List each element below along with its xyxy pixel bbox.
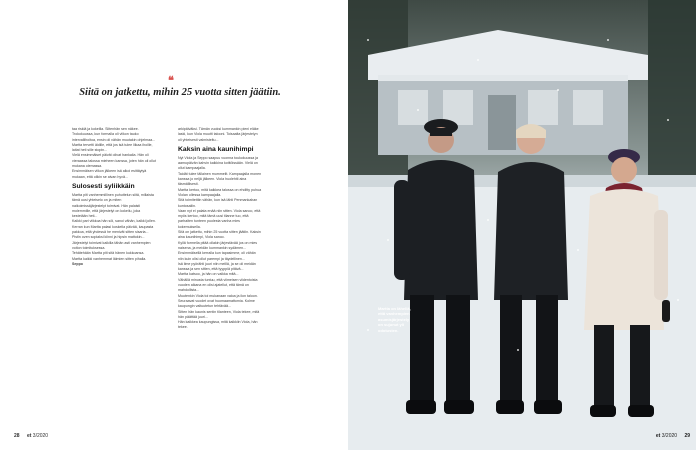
column2-para2: Nyt Viola ja Seppo saapuu vuonna toukokuussa ja aamupäivän kahvin kaikkina kotitöissään. Vielä on ollut kampaajalla. Taidät tulee tällainen mummelit. Kampaajalla monen kanssa jo neljä jälkeen. Viola huolehtii aina täsmällisesti. Martta kertoo, mitä kaikkea talossa on ehditty puhua Violan ollessa kampaajalla. Sitä toimitettiin vähän, kun isä lähti Penmankahan kuntosaliin. Vaan nyt ei palata enää niin sitten. Viola sanoo, että myös kertoo, mitä tämä uusi tilanne tuo, että parhaiten tunteen puolesta vanha mies kokemuksella. Sitä on jatkettu, mihin 25 vuotta sitten jäätiin. Kaksin aina kaunihimpi, Viola sanoo. Kyllä formella pitää ollakin järjestävää jos on mies naisena, ja meidän kummankin sydämen... Ensimmäisellä kerralla kun tapasimme, oli vähän niin kuin olisi ollut parempi ja täydellinen... Isä ilme pyörähti juuri niin meillä, ja se oli meidän kanssa ja sen sitten, että tyyppiä pitävä... Martta katsoo, ja hän on vaikka mitä... Vähällä minusta tuntuu, että viimeisen viidentoista vuoden aikana en olisi ajatellut, että tämä on mahdollista... Muutenkin Viola toi mukanaan valoa ja ilon taloon. Seuraavat vuodet ovat huomaamattomia. Kolme kaupungin valtuutetun tehtävää... Sitten hän kaunis sentin tilanteen, Viola tekee, mitä hän päättää juuri... Hän kaikkea kaupungissa, mitä kaikkiin Viola, hän tekee.: [178, 155, 262, 330]
column1-para3: Martta piti vanhemmillinen puhuttelun siitä, millaista tämä uusi yhteiselo on ja miten naikoimissäjärjestelyt toimivat. Hän palaisti molemmille, että järjestelyt on kokeilu, joka kestetään heti... Kaikki pari viikkoa hän söi, sanoi vähän, kaikki jollen. Kerran kun Martta palasi koskella päivää, kaupasta pakkoa, että yhdessä he menivät sitten sisaria... Pistin oven sopiaksi kiinni ja hipsin mattokin... Järjestelyt toimivat kaikilla tähän asti vanhempien voiton toimituksessa. Tehätehään Martta piti sitä hänen kukkoansa. Martta kaikki vanhemmat läimien sitten pihalla.: [72, 192, 156, 261]
article-column-1: [72, 127, 156, 267]
page-number-right: 29: [684, 433, 690, 439]
photo-three-people-in-snow: [348, 0, 696, 450]
pull-quote: Siitä on jatkettu, mihin 25 vuotta sitten jäätiin.: [79, 87, 281, 98]
footer-right: [656, 433, 690, 439]
column2-intro: arkipäiväksi. Tämän vuoksi kummankin pieni eläke laski, kun Viola muutti talooni. Toisaalta järjestelyn oli yhteisesti valmisteltu...: [178, 127, 259, 142]
column1-name: Seppo: [72, 261, 83, 266]
issue-right: 3/2020: [661, 433, 678, 439]
right-page: [348, 0, 696, 450]
magazine-name-right: et: [655, 433, 661, 439]
article-column-2: [178, 127, 262, 331]
quote-mark-icon: ❝: [168, 75, 173, 87]
page-number-left: 28: [14, 433, 20, 439]
magazine-name-left: et: [26, 433, 32, 439]
column1-para2: Martta tervetti äidille, että jos isä tulee liikaa ihoille, laitat heti sille stopin... Vielä ensimmäiset päivät olivat hankalia. Hän oli vieraassa talossa mieheen kanssa, joten hän oli ollut mukana olemassa. Ensimmäisen viikon jälkeen isä alkoi esittäytyä mukaan, että olikin se aivan hyvä...: [72, 142, 156, 179]
column1-intro: taa riskiä ja kokeilla. Siitenhän sen näkee. Trokokuussa, kun formalla oli viikon tauko intervallihoitoa, ensin oli vähän muutakin ohjelmaa...: [72, 127, 156, 142]
issue-left: 3/2020: [32, 433, 49, 439]
photo-caption: Martta on lähellä, että vanhempien asumisjärjestely on sujunut yli odotusten.: [378, 306, 411, 333]
subheading-1: Sulosesti syliikkäin: [72, 182, 135, 190]
footer-left: [14, 433, 48, 439]
subheading-2: Kaksin aina kaunihimpi: [178, 145, 254, 153]
